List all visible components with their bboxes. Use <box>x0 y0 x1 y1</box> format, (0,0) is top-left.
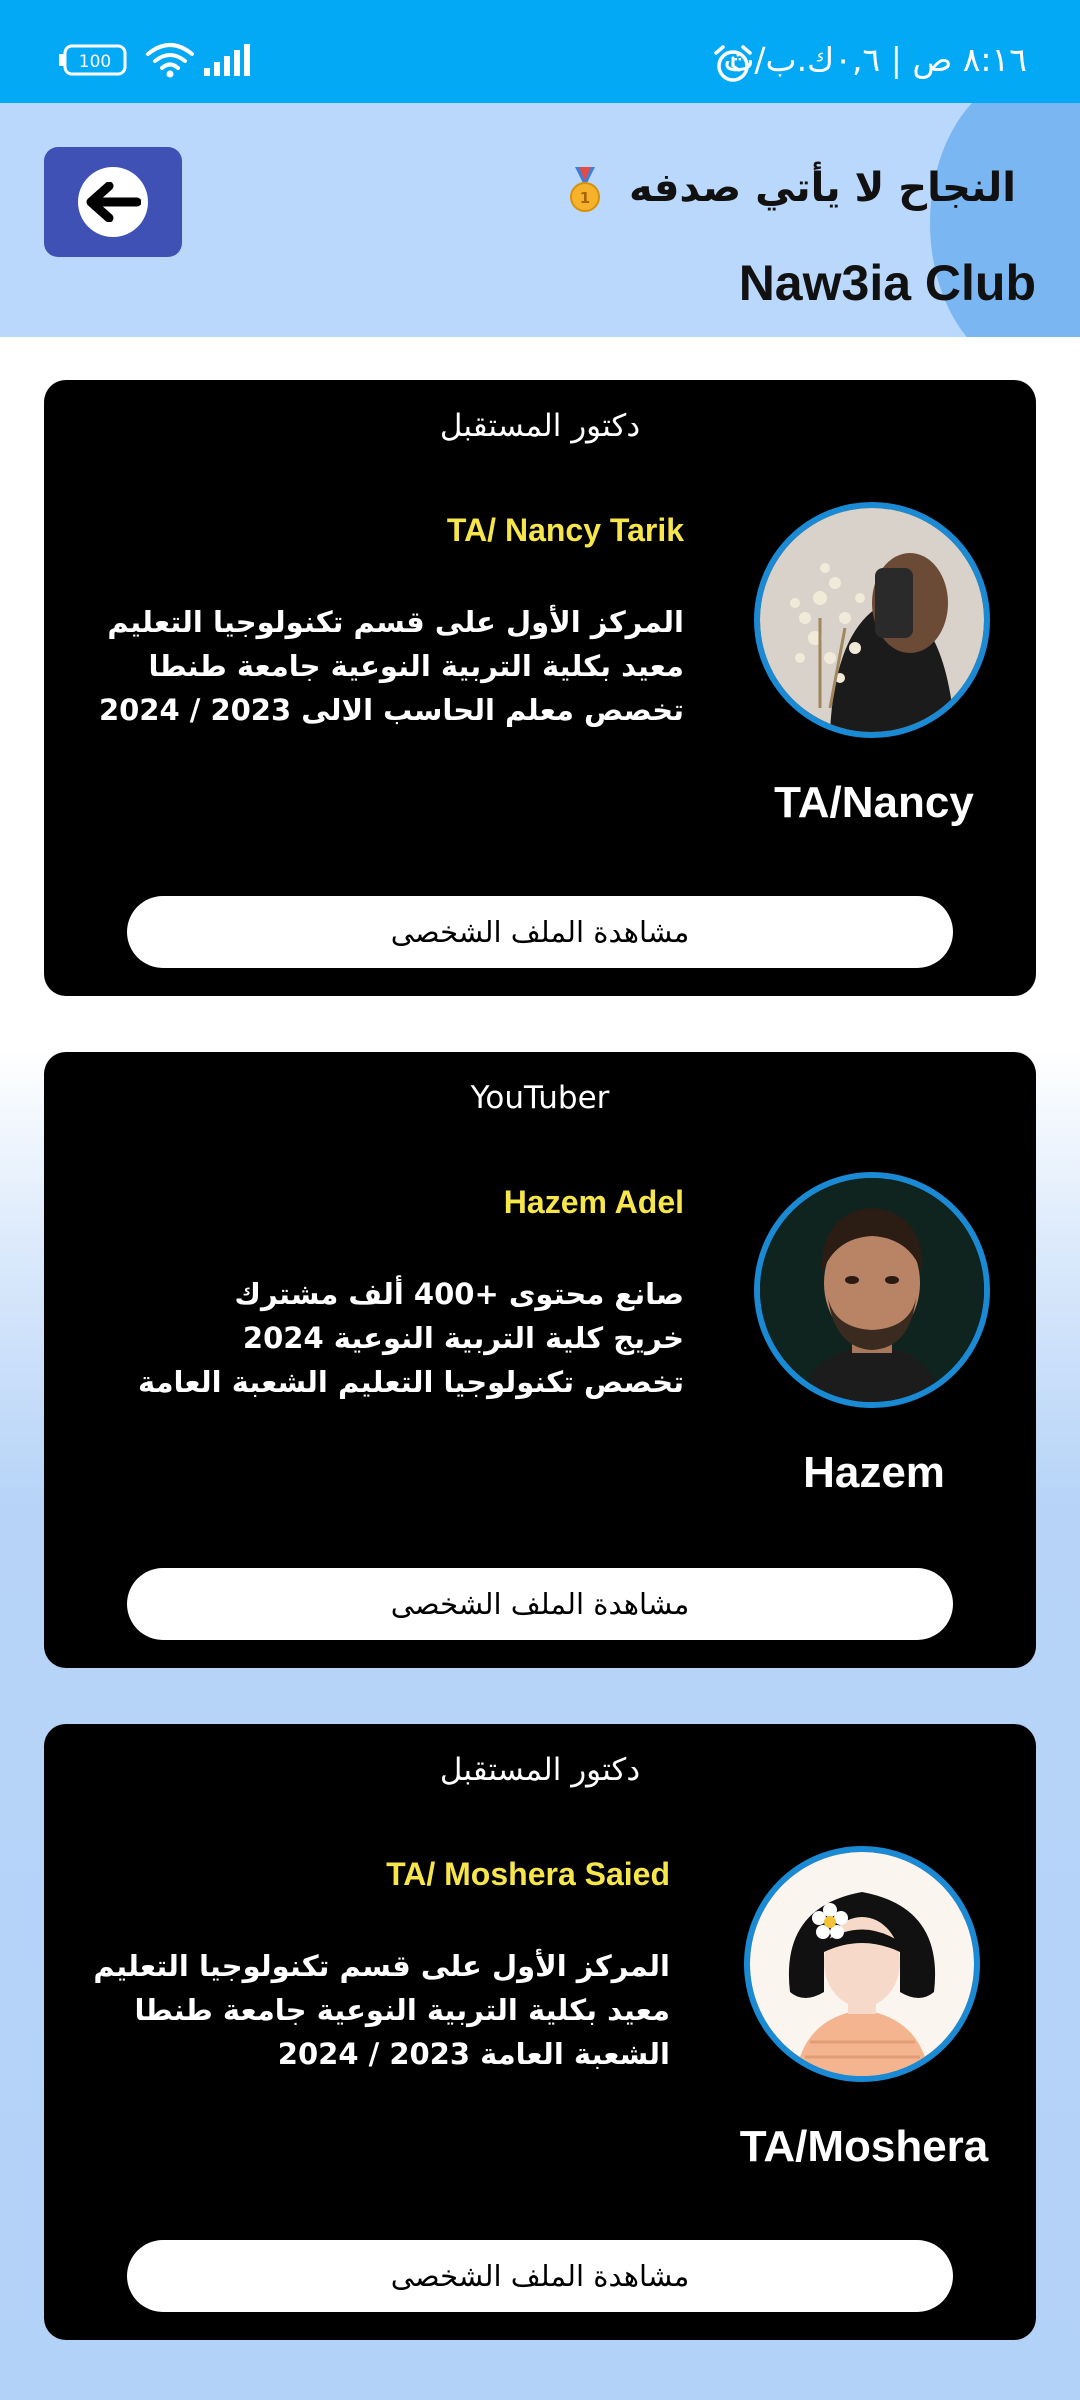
view-profile-button[interactable]: مشاهدة الملف الشخصى <box>127 1568 953 1640</box>
card-description-line: المركز الأول على قسم تكنولوجيا التعليم <box>107 605 684 639</box>
status-bar <box>0 0 1080 103</box>
status-time: ٨:١٦ ص | ٠,٦ك.ب/ث <box>723 40 1027 79</box>
card-description <box>93 1944 670 2076</box>
card-title: YouTuber <box>470 1080 610 1116</box>
card-title: دكتور المستقبل <box>439 1752 641 1788</box>
profile-card-nancy <box>44 380 1036 996</box>
card-name: TA/ Moshera Saied <box>386 1856 670 1892</box>
card-name: Hazem Adel <box>503 1184 684 1220</box>
battery-icon <box>59 42 131 78</box>
card-description-line: الشعبة العامة 2023 / 2024 <box>277 2037 670 2071</box>
card-description-line: تخصص معلم الحاسب الالى 2023 / 2024 <box>98 693 684 727</box>
arrow-left-icon <box>85 182 141 222</box>
card-name: TA/ Nancy Tarik <box>446 512 684 548</box>
svg-text:1: 1 <box>579 189 591 207</box>
view-profile-button[interactable]: مشاهدة الملف الشخصى <box>127 896 953 968</box>
profile-card-moshera <box>44 1724 1036 2340</box>
avatar <box>754 502 990 738</box>
card-description-line: تخصص تكنولوجيا التعليم الشعبة العامة <box>137 1365 684 1399</box>
card-description <box>138 1272 684 1404</box>
wifi-icon <box>145 42 195 78</box>
header-slogan <box>565 163 1016 215</box>
card-description <box>99 600 684 732</box>
medal-icon <box>565 165 605 215</box>
card-description-line: معيد بكلية التربية النوعية جامعة طنطا <box>148 649 684 683</box>
card-short-name: TA/Nancy <box>774 778 974 827</box>
card-description-line: المركز الأول على قسم تكنولوجيا التعليم <box>93 1949 670 1983</box>
signal-icon <box>202 42 254 78</box>
avatar-image <box>760 508 984 732</box>
back-button[interactable] <box>44 147 182 257</box>
avatar <box>744 1846 980 2082</box>
view-profile-button[interactable]: مشاهدة الملف الشخصى <box>127 2240 953 2312</box>
avatar <box>754 1172 990 1408</box>
back-circle <box>78 167 148 237</box>
profile-card-hazem <box>44 1052 1036 1668</box>
avatar-image <box>760 1178 984 1402</box>
card-description-line: خريج كلية التربية النوعية 2024 <box>242 1321 684 1355</box>
slogan-text: النجاح لا يأتي صدفه <box>628 165 1016 211</box>
card-description-line: صانع محتوى +400 ألف مشترك <box>234 1277 684 1311</box>
card-short-name: TA/Moshera <box>739 2122 989 2171</box>
app-header <box>0 103 1080 337</box>
avatar-image <box>750 1852 974 2076</box>
card-short-name: Hazem <box>803 1448 945 1497</box>
club-name: Naw3ia Club <box>738 255 1036 311</box>
card-title: دكتور المستقبل <box>439 408 641 444</box>
battery-level: 100 <box>78 52 112 72</box>
card-description-line: معيد بكلية التربية النوعية جامعة طنطا <box>134 1993 670 2027</box>
